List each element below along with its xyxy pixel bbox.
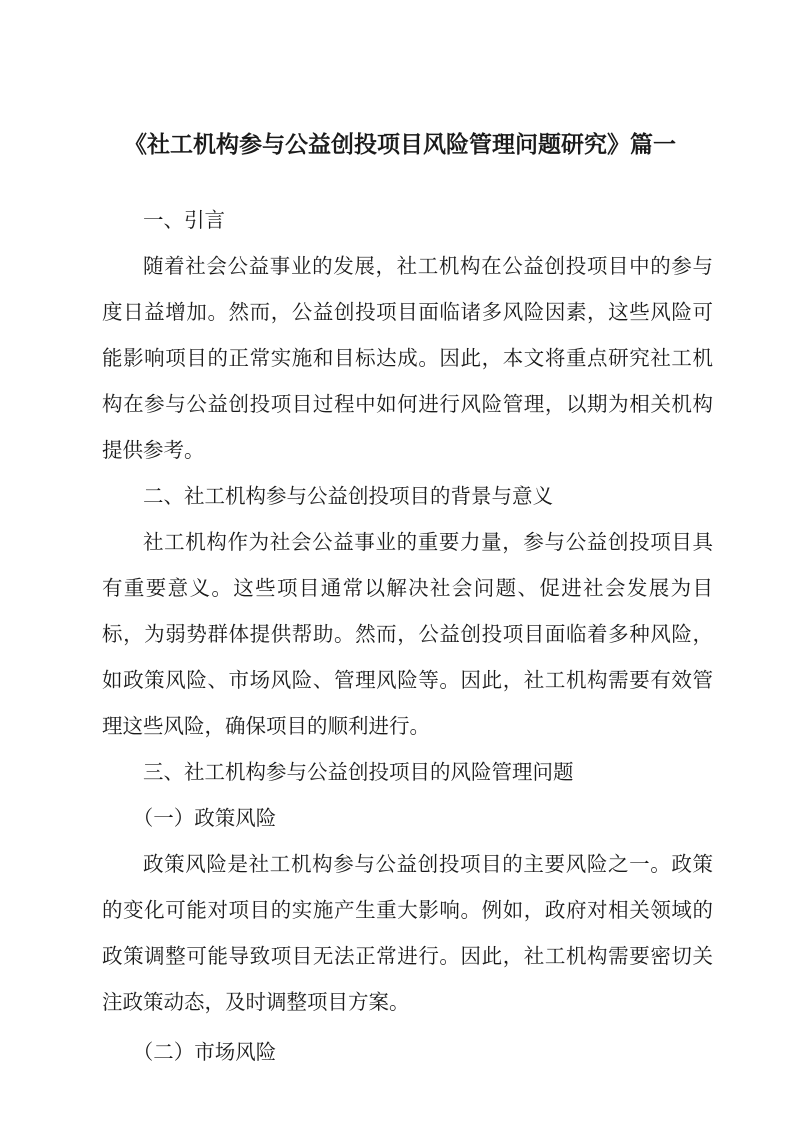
paragraph-policy-risk: 政策风险是社工机构参与公益创投项目的主要风险之一。政策的变化可能对项目的实施产生重大影响。例如，政府对相关领域的政策调整可能导致项目无法正常进行。因此，社工机构需要密切关注政策动态，及时调整项目方案。 [102, 852, 713, 1014]
paragraph-background: 社工机构作为社会公益事业的重要力量，参与公益创投项目具有重要意义。这些项目通常以解决社会问题、促进社会发展为目标，为弱势群体提供帮助。然而，公益创投项目面临着多种风险，如政策风险、市场风险、管理风险等。因此，社工机构需要有效管理这些风险，确保项目的顺利进行。 [102, 530, 713, 738]
section-heading-risk-management: 三、社工机构参与公益创投项目的风险管理问题 [143, 760, 574, 784]
document-body [102, 197, 713, 1075]
subsection-heading-market-risk: （二）市场风险 [132, 1040, 277, 1064]
paragraph-introduction: 随着社会公益事业的发展，社工机构在公益创投项目中的参与度日益增加。然而，公益创投项目面临诸多风险因素，这些风险可能影响项目的正常实施和目标达成。因此，本文将重点研究社工机构在参与公益创投项目过程中如何进行风险管理，以期为相关机构提供参考。 [102, 254, 713, 462]
section-heading-introduction: 一、引言 [143, 208, 225, 232]
document-title: 《社工机构参与公益创投项目风险管理问题研究》篇一 [124, 131, 676, 158]
subsection-heading-policy-risk: （一）政策风险 [132, 806, 277, 830]
section-heading-background: 二、社工机构参与公益创投项目的背景与意义 [143, 484, 553, 508]
